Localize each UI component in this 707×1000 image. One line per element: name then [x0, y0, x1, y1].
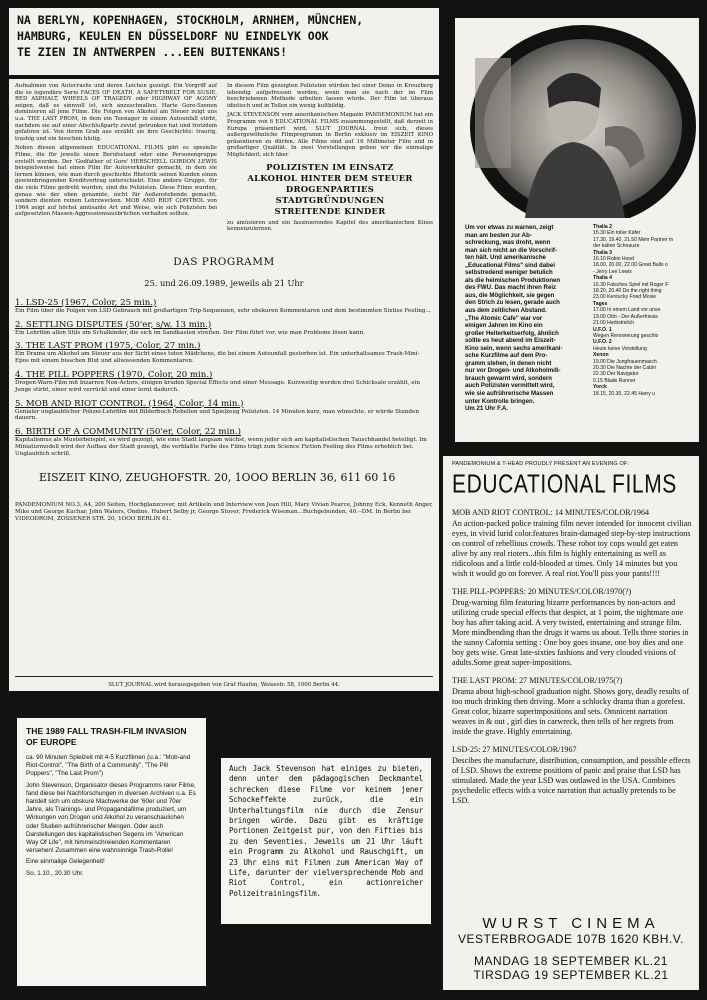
presents-line: PANDEMONIUM & T-HEAD PROUDLY PRESENT AN EVENING OF:	[452, 461, 630, 467]
article-paragraph: Aufnahmen von Autocrashs und deren Leichen gezeigt. Ein Vorgriff auf die so legendäre Serie FACES OF DEATH. A SAFETYBELT FOR SUSIE, RED ASPHALT, WHEELS OF TRAGEDY oder HIGHWAY OF AGONY zeigen, daß es sinnvoll ist, sich anzuschnallen. Harte Gore-Szenen dominieren all jene Filme. Die Folgen von Alkohol am Steuer zeigt uns u.a. THE LAST PROM, in dem ein Teenager in einem Autounfall stirbt, nachdem sie auf einer Abschlußparty zuviel getrunken hat und trotzdem gefahren ist. Von ihrem Grab aus erzählt sie ihre Geschichte: traurig, trashig und ein bisschen blutig.	[15, 83, 217, 142]
trash-film-box	[17, 718, 206, 986]
article-paragraph: Neben diesen allgemeinen EDUCATIONAL FILMS gibt es spezielle Filme, die für jeweils einen Berufsstand oder eine Personengruppe erstellt wurden. Der 'Godfather of Gore' HERSCHELL GORDON LEWIS beispielsweise hat einen Film für Autoverkäufer gemacht, in dem sie lernen können, wie man durch geschickte Rhetorik seinen Kunden einen gewinnbringenden Kreditvertrag unterschiebt. Eine andere Gruppe, für die viele Filme gedreht wurden, sind die Polizisten. Diese Filme wurden, genau wie der eben genannte, nicht für Außenstehende gemacht, sondern dienten reinen Lehrzwecken. MOB AND RIOT CONTROL von 1964 zeigt auf höchst amüsante Art und Weise, wie sich Polizisten bei aufgesetzten Massen-Aggressionsausbrüchen verhalten sollten.	[15, 145, 217, 218]
film-title: 4. THE PILL POPPERS (1970, Color, 20 min.)	[15, 369, 213, 380]
section-heading: LSD-25: 27 MINUTES/COLOR/1967	[452, 745, 577, 754]
article-paragraph: zu amüsieren und ein faszinierendes Kapitel des amerikanischen Kinos kennenzulernen.	[227, 219, 433, 233]
section-text: An action-packed police training film never intended for innocent civilian eyes, in vivid lurid color.features brain-damaged step-by-step instructions on control of rebellious crowds. These robot toy cops would get eaten alive by any real rioters...this film is highly entertaining as well as ridicolous and a little cold-blooded at times. Only 14 minutes but you wish it would go on forever. A real riot.You'll piss your pants!!!!	[452, 519, 692, 578]
section-heading: THE LAST PROM: 27 MINUTES/COLOR/1975(?)	[452, 676, 623, 685]
pandemonium-note: PANDEMONIUM NO.3, A4, 200 Seiten, Hochglanzcover, mit Artikeln und Interview von Jean Hill, Mary Vivian Pearce, Johnny Eck, Kenneth Anger, Mike und George Kuchar, John Waters, Ondine, Hubert Selby jr, George Stover, Frederick Wiseman...Buchgebunden, 40.--DM. In Berlin bei VIDEODROM, ZOSSENER STR. 20, 1OOO BERLIN 61.	[15, 502, 433, 523]
film-list	[15, 298, 433, 458]
flyer-footer: SLUT JOURNAL wird herausgegeben von Graf Haufen, Weisestr. 58, 1000 Berlin 44.	[108, 682, 340, 688]
film-description: Kapitalismus als Musterbeispiel, es wird gezeigt, wie eine Stadt langsam wächst, wenn jeder sich am kapitalistischen Tauschhandel beteiligt. Im Miniaturmodell wird der Aufbau der Stadt gezeigt, die verblaßte Farbe des Films trägt zum Science Fiction Feeling des Films erheblich bei. Unglaublich schrill.	[15, 437, 427, 457]
divider	[15, 676, 433, 677]
film-title: 1. LSD-25 (1967, Color, 25 min.)	[15, 297, 157, 308]
film-description: Drogen-Warn-Film mit bizarren Non-Actors, einigen kruden Special Effects und einer Message. Kurzweilig werden drei Schicksale erzählt, ein Junge stirbt, einer wird verrückt und einer lernt dadurch.	[15, 379, 421, 393]
film-description: Ein Film über die Folgen von LSD Gebrauch mit großartigen Trip-Sequenzen, sehr obskuren Kommentaren und dem bestimmten Sixties Feeling...	[15, 307, 431, 314]
film-title: 5. MOB AND RIOT CONTROL (1964, Color, 14 min.)	[15, 398, 244, 409]
header-line: TE ZIEN IN ANTWERPEN ...EEN BUITENKANS!	[17, 45, 288, 59]
article-paragraph: In diesem Film gezeigten Polizisten würden bei einer Demo in Kreuzberg lebendig aufgefressen werden, wenn man sie nach der im Film beschriebenen Methode arbeiten lassen würde. Der Film ist überaus idiotisch und in Teilen ein wenig kultbildig.	[227, 83, 433, 109]
photo-image	[455, 18, 699, 218]
article-paragraph: JACK STEVENSON vom amerikanischen Magazin PANDEMONIUM hat ein Programm von 6 EDUCATIONAL FILMS zusammengestellt, daß derzeit in Europa präsentiert wird. SLUT JOURNAL freut sich, dieses außergewöhnliche Filmprogramm in Berlin exklusiv im EISZEIT KINO präsentieren zu dürfen. Alle Filme sind auf 16 Millimeter Film und in großartiger Qualität. In zwei Vorstellungen geben wir die einmalige Möglichkeit, sich über	[227, 112, 433, 158]
topic-line: ALKOHOL HINTER DEM STEUER	[247, 172, 413, 183]
section-text: Drug-warning film featuring bizarre performances by non-actors and utilizing crude special effects that despict, at 1 point, the nightmare one boy has after taking acid. A very twisted, entertaining and strange film. More mindbending than the drugs it warns us about. Tells three stories in the sunny Cafornia setting : One boy goes insane, one boy dies and one boy gets wise. Great late-sixties fashions and very clouded visions of adults.Some great super-impositions.	[452, 598, 689, 667]
section-text: Drama about high-school graduation night. Shows gory, deadly results of too much drinking then driving. More a schlocky drama than a gorefest. Great color, bizarre superimpositions and sets. Omnicent narration weaves in & out , girl dies in carwreck, then tells of her regrets from inside the grave. Highly entertaining.	[452, 687, 690, 736]
cinema-address: VESTERBROGADE 107B 1620 KBH.V.	[458, 932, 684, 946]
edu-section	[452, 676, 692, 737]
topic-line: STADTGRÜNDUNGEN	[275, 194, 385, 205]
topic-line: STREITENDE KINDER	[274, 205, 386, 216]
section-heading: MOB AND RIOT CONTROL: 14 MINUTES/COLOR/1964	[452, 508, 650, 517]
film-description: Ein Lehrfilm allen Stils um Schulkinder, die sich im Sandkasten streiten. Der Film führt vor, wie man Probleme lösen kann.	[15, 329, 365, 336]
photo-caption: Um vor etwas zu warnen, zeigt man am besten zur Ab- schreckung, was droht, wenn man sich nicht an die Vorschrif- ten hält. Und amerikanische „Educational Films" sind dabei selbstredend weniger betulich als die heimischen Produktionen des FWU. Das macht ihren Reiz aus, die Möglichkeit, sie gegen den Strich zu lesen, gerade auch aus dem zeitlichen Abstand. „The Atomic Cafe" war vor einigen Jahren im Kino ein großer Heiterkeitserfolg, ähnlich sollte es heut abend im Eiszeit- Kino sein, wenn sechs amerikani- sche Kurzfilme auf dem Pro- gramm stehen, in denen nicht nur vor Drogen- und Alkoholmiß- brauch gewarnt wird, sondern auch Polizisten vermittelt wird, wie sie aufrührerische Massen unter Kontrolle bringen. Um 21 Uhr F.A.	[465, 224, 563, 413]
trash-box-body	[26, 754, 197, 878]
film-title: 2. SETTLING DISPUTES (50'er, s/w. 13 min.)	[15, 319, 212, 330]
trash-box-title: THE 1989 FALL TRASH-FILM INVASION OF EUROPE	[26, 726, 187, 747]
programm-dates: 25. und 26.09.1989, jeweils ab 21 Uhr	[144, 277, 304, 288]
section-heading: THE PILL-POPPERS: 20 MINUTES/COLOR/1970(?)	[452, 587, 632, 596]
header-line: NA BERLYN, KOPENHAGEN, STOCKHOLM, ARNHEM, MÜNCHEN,	[17, 13, 364, 27]
venue-address: EISZEIT KINO, ZEUGHOFSTR. 20, 1OOO BERLIN 36, 611 60 16	[39, 471, 396, 485]
header-panel	[9, 8, 439, 75]
section-text: Descibes the manufacture, distribution, consumption, and possible effects of LSD. Shows the extreme positions of panic and praise that LSD has stimulated. Made the year LSD was outlawed in the USA. Combines psychedelic effects with a voice narration that actually pretends to be LSD.	[452, 756, 691, 805]
trash-paragraph: So, 1.10., 20.30 Uhr.	[26, 869, 84, 877]
film-title: 6. BIRTH OF A COMMUNITY (50'er, Color, 22 min.)	[15, 427, 241, 438]
educational-films-panel	[443, 456, 699, 990]
photo-clipping	[455, 18, 699, 442]
cinema-name: WURST CINEMA	[482, 915, 660, 932]
programm-title: DAS PROGRAMM	[173, 255, 275, 268]
trash-paragraph: Eine einmalige Gelegenheit!	[26, 858, 105, 866]
film-description: Genialer unglaublicher Polizei-Lehrfilm mit Bilderbuch Rebellen und Spielzeug Polizisten. 14 Minuten kurz, man wünschte, er würde Stunden dauern.	[15, 408, 419, 422]
jack-stevenson-box	[221, 758, 431, 924]
cinema-block	[443, 915, 699, 982]
edu-section	[452, 587, 692, 668]
jack-text: Auch Jack Stevenson hat einiges zu bieten, denn unter dem pädagogischen Deckmantel schrecken diese Filme vor keinem jener Schockeffekte zurück, die ein Unterhaltungsfilm nie durch die Zensur bringen würde. Dazu gibt es kräftige Portionen Zeitgeist pur, von den Fifties bis zu den Seventies. Jeweils um 21 Uhr läuft ein Programm zu Alkohol und Rauschgift, um 23 Uhr eins mit Filmen zum American Way of Life, darunter der vielversprechende Mob and Riot Control, ein actionreicher Polizeitrainingsfilm.	[229, 764, 423, 898]
edu-title: EDUCATIONAL FILMS	[452, 470, 677, 499]
header-line: HAMBURG, KEULEN EN DÜSSELDORF NU EINDELYK OOK	[17, 29, 329, 43]
topic-line: DROGENPARTIES	[285, 183, 375, 194]
edu-section	[452, 745, 692, 806]
edu-section	[452, 508, 692, 579]
trash-paragraph: ca. 90 Minuten Spielzeit mit 4-5 Kurzfilmen (u.a.: "Mob-and Riot-Control", "The Birth of a Community", "The Pill Poppers", "The Last Prom")	[26, 754, 191, 778]
film-title: 3. THE LAST PROM (1975, Color, 27 min.)	[15, 341, 201, 352]
film-description: Ein Drama um Alkohol am Steuer aus der Sicht eines toten Mädchens, die bei einem Autounfall gestorben ist. Ein unterhaltsames Trash-Mini-Epos mit einem bisschen Blut und allwissenden Kommentaren.	[15, 351, 420, 365]
german-flyer	[9, 79, 439, 691]
date-line: MANDAG 18 SEPTEMBER KL.21	[474, 954, 668, 968]
topic-line: POLIZISTEN IM EINSATZ	[266, 161, 394, 172]
cinema-listings: Thalia 2 15.30 Ein toller Käfer 17.30, 19.40, 21.50 Mein Partner m der kalten Schnauze Thalia 3 16.10 Robin Hood 18.00, 20.00, 22.00 Great Balls o - Jerry Lee Lewis Thalia 4 16.30 Falsches Spiel mit Roger F 18.20, 20.40 Do the right thing 23.00 Kentucky Fried Movie Tages 17.00 In einem Land vor unse 19.00 Otto - Der Außerfriesis 21.00 Herbstmilch U.F.O. 1 Wegen Renovierung geschlo U.F.O. 2 Heute keine Vorstellung Xenon 19.00 Die Jungfrauenmasch 20.30 Die Nachte der Cabiri 22.30 Der Navigator 0.15 Blade Runner Yorck 18.15, 20.30, 22.45 Harry u	[593, 224, 674, 397]
date-line: TIRSDAG 19 SEPTEMBER KL.21	[473, 968, 669, 982]
trash-paragraph: John Stevenson, Organisator dieses Programms rarer Filme, fand diese bei Nachforschungen in diversen Archiven u.a. Es handelt sich um obskure Machwerke der '60er und 70er Jahre, als Trainings- und Propagandafilme produziert, um Wirkungen von Drogen und Alkohol zu veranschaulichen oder Studien aufrührerischer Mengen. Oder auch Darstellungen des kapitalistischen Segens im "American Way Of Life", mit himmelschreienden Kommentaren versehen! Zusammen eine wahnsinnige Trash-Rolle!	[26, 781, 196, 855]
